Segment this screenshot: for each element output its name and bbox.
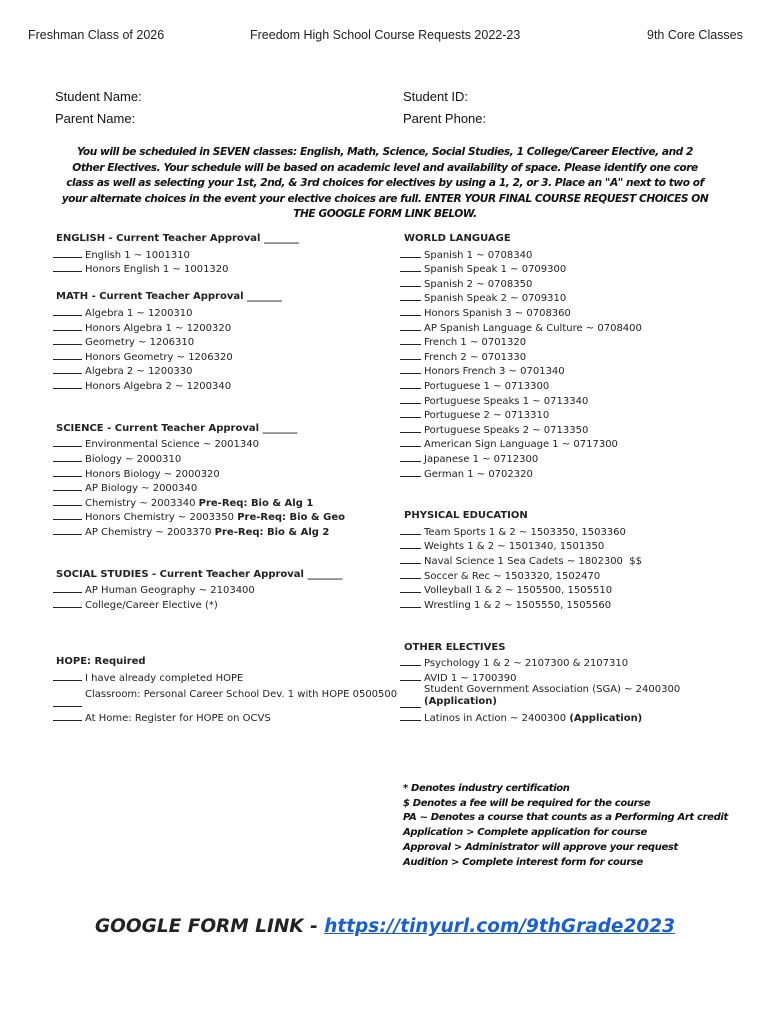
hope-option[interactable]: At Home: Register for HOPE on OCVS [53, 710, 393, 725]
science-option[interactable]: Chemistry ~ 2003340 Pre-Req: Bio & Alg 1 [53, 495, 393, 510]
student-id-label: Student ID: [403, 89, 469, 104]
prereq-note: Pre-Req: Bio & Alg 2 [214, 526, 330, 538]
english-option[interactable]: English 1 ~ 1001310 [53, 247, 393, 262]
header-class-of: Freshman Class of 2026 [28, 28, 165, 42]
choice-blank[interactable] [53, 495, 82, 506]
choice-blank[interactable] [53, 305, 82, 316]
language-option[interactable]: French 2 ~ 0701330 [400, 349, 740, 364]
choice-blank[interactable] [53, 597, 82, 608]
choice-blank[interactable] [400, 538, 421, 549]
language-option[interactable]: German 1 ~ 0702320 [400, 466, 740, 481]
pe-option[interactable]: Wrestling 1 & 2 ~ 1505550, 1505560 [400, 597, 740, 612]
choice-blank[interactable] [400, 524, 421, 535]
pe-option[interactable]: Soccer & Rec ~ 1503320, 1502470 [400, 568, 740, 583]
choice-blank[interactable] [53, 378, 82, 389]
math-option[interactable]: Honors Algebra 1 ~ 1200320 [53, 320, 393, 335]
choice-blank[interactable] [400, 407, 421, 418]
header-title: Freedom High School Course Requests 2022-23 [250, 28, 521, 42]
math-option[interactable]: Algebra 2 ~ 1200330 [53, 363, 393, 378]
elective-option[interactable]: Latinos in Action ~ 2400300 (Application) [400, 710, 740, 725]
math-option[interactable]: Geometry ~ 1206310 [53, 334, 393, 349]
choice-blank[interactable] [53, 320, 82, 331]
social-option[interactable]: College/Career Elective (*) [53, 597, 393, 612]
choice-blank[interactable] [400, 393, 421, 404]
parent-phone-label: Parent Phone: [403, 111, 487, 126]
choice-blank[interactable] [400, 422, 421, 433]
legend-item: * Denotes industry certification [403, 783, 570, 794]
choice-blank[interactable] [400, 363, 421, 374]
pe-option[interactable]: Team Sports 1 & 2 ~ 1503350, 1503360 [400, 524, 740, 539]
math-option[interactable]: Honors Algebra 2 ~ 1200340 [53, 378, 393, 393]
language-option[interactable]: American Sign Language 1 ~ 0717300 [400, 436, 740, 451]
choice-blank[interactable] [400, 349, 421, 360]
legend-item: Approval > Administrator will approve your request [403, 841, 678, 853]
legend-item: Audition > Complete interest form for course [403, 856, 643, 868]
language-option[interactable]: Spanish Speak 2 ~ 0709310 [400, 290, 740, 305]
choice-blank[interactable] [53, 696, 82, 707]
choice-blank[interactable] [400, 710, 421, 721]
other-electives-heading: OTHER ELECTIVES [404, 641, 506, 653]
language-option[interactable]: AP Spanish Language & Culture ~ 0708400 [400, 320, 740, 335]
parent-name-label: Parent Name: [55, 111, 136, 126]
world-language-heading: WORLD LANGUAGE [404, 233, 511, 244]
choice-blank[interactable] [400, 697, 421, 708]
prereq-note: Pre-Req: Bio & Alg 1 [198, 497, 314, 509]
hope-option[interactable]: Classroom: Personal Career School Dev. 1 with HOPE 0500500 [53, 684, 393, 710]
choice-blank[interactable] [53, 247, 82, 258]
legend-item: Application > Complete application for course [403, 827, 647, 839]
language-option[interactable]: Portuguese Speaks 2 ~ 0713350 [400, 422, 740, 437]
right-column [400, 232, 740, 725]
physical-education-heading: PHYSICAL EDUCATION [404, 510, 528, 522]
elective-option[interactable]: AVID 1 ~ 1700390 [400, 670, 740, 685]
science-option[interactable]: Biology ~ 2000310 [53, 451, 393, 466]
choice-blank[interactable] [53, 509, 82, 520]
language-option[interactable]: French 1 ~ 0701320 [400, 334, 740, 349]
choice-blank[interactable] [400, 451, 421, 462]
math-option[interactable]: Honors Geometry ~ 1206320 [53, 349, 393, 364]
math-option[interactable]: Algebra 1 ~ 1200310 [53, 305, 393, 320]
choice-blank[interactable] [53, 261, 82, 272]
science-option[interactable]: AP Chemistry ~ 2003370 Pre-Req: Bio & Alg 2 [53, 524, 393, 539]
science-heading: SCIENCE - Current Teacher Approval _______ [56, 422, 298, 434]
choice-blank[interactable] [400, 582, 421, 593]
science-option[interactable]: Honors Biology ~ 2000320 [53, 466, 393, 481]
choice-blank[interactable] [400, 655, 421, 666]
instructions-paragraph: You will be scheduled in SEVEN classes: English, Math, Science, Social Studies, 1 College/Career Elective, and 2 Other Electives. Your schedule will be based on academic level and availability of space. Please identify one core class as well as selecting your 1st, 2nd, & 3rd choices for electives by using a 1, 2, or 3. Place an "A" next to two of your alternate choices in the event your elective choices are full. ENTER YOUR FINAL COURSE REQUEST CHOICES ON THE GOOGLE FORM LINK BELOW. [61, 146, 709, 221]
choice-blank[interactable] [400, 436, 421, 447]
choice-blank[interactable] [400, 276, 421, 287]
elective-option[interactable]: Student Government Association (SGA) ~ 2400300 (Application) [400, 684, 740, 710]
language-option[interactable]: Honors Spanish 3 ~ 0708360 [400, 305, 740, 320]
legend-item: $ Denotes a fee will be required for the course [403, 797, 651, 809]
choice-blank[interactable] [53, 349, 82, 360]
pe-option[interactable]: Volleyball 1 & 2 ~ 1505500, 1505510 [400, 582, 740, 597]
google-form-label: GOOGLE FORM LINK - [95, 916, 325, 937]
language-option[interactable]: Portuguese Speaks 1 ~ 0713340 [400, 393, 740, 408]
science-option[interactable]: Honors Chemistry ~ 2003350 Pre-Req: Bio & Geo [53, 509, 393, 524]
choice-blank[interactable] [53, 582, 82, 593]
header-core-classes: 9th Core Classes [647, 28, 743, 42]
choice-blank[interactable] [400, 320, 421, 331]
choice-blank[interactable] [53, 710, 82, 721]
choice-blank[interactable] [53, 466, 82, 477]
student-name-label: Student Name: [55, 89, 142, 104]
language-option[interactable]: Portuguese 2 ~ 0713310 [400, 407, 740, 422]
application-note: (Application) [424, 696, 497, 708]
elective-option[interactable]: Psychology 1 & 2 ~ 2107300 & 2107310 [400, 655, 740, 670]
choice-blank[interactable] [400, 553, 421, 564]
choice-blank[interactable] [53, 524, 82, 535]
choice-blank[interactable] [400, 247, 421, 258]
choice-blank[interactable] [400, 466, 421, 477]
hope-heading: HOPE: Required [56, 656, 146, 668]
language-option[interactable]: Spanish 2 ~ 0708350 [400, 276, 740, 291]
application-note: (Application) [569, 713, 643, 725]
language-option[interactable]: Honors French 3 ~ 0701340 [400, 363, 740, 378]
choice-blank[interactable] [53, 670, 82, 681]
choice-blank[interactable] [53, 334, 82, 345]
choice-blank[interactable] [53, 363, 82, 374]
social-option[interactable]: AP Human Geography ~ 2103400 [53, 582, 393, 597]
prereq-note: Pre-Req: Bio & Geo [237, 512, 345, 524]
google-form-line [0, 916, 770, 937]
google-form-link[interactable]: https://tinyurl.com/9thGrade2023 [324, 916, 675, 937]
pe-option[interactable]: Weights 1 & 2 ~ 1501340, 1501350 [400, 538, 740, 553]
language-option[interactable]: Spanish 1 ~ 0708340 [400, 247, 740, 262]
math-heading: MATH - Current Teacher Approval _______ [56, 291, 283, 303]
choice-blank[interactable] [400, 670, 421, 681]
legend-item: PA ~ Denotes a course that counts as a Performing Art credit [403, 812, 728, 824]
pe-option[interactable]: Naval Science 1 Sea Cadets ~ 1802300 $$ [400, 553, 740, 568]
choice-blank[interactable] [400, 597, 421, 608]
english-option[interactable]: Honors English 1 ~ 1001320 [53, 261, 393, 276]
english-heading: ENGLISH - Current Teacher Approval _______ [56, 233, 299, 244]
science-option[interactable]: Environmental Science ~ 2001340 [53, 436, 393, 451]
choice-blank[interactable] [400, 261, 421, 272]
choice-blank[interactable] [53, 436, 82, 447]
choice-blank[interactable] [400, 568, 421, 579]
language-option[interactable]: Japanese 1 ~ 0712300 [400, 451, 740, 466]
choice-blank[interactable] [400, 290, 421, 301]
social-studies-heading: SOCIAL STUDIES - Current Teacher Approval _______ [56, 568, 343, 580]
choice-blank[interactable] [400, 378, 421, 389]
choice-blank[interactable] [53, 480, 82, 491]
choice-blank[interactable] [53, 451, 82, 462]
science-option[interactable]: AP Biology ~ 2000340 [53, 480, 393, 495]
language-option[interactable]: Portuguese 1 ~ 0713300 [400, 378, 740, 393]
choice-blank[interactable] [400, 334, 421, 345]
hope-option[interactable]: I have already completed HOPE [53, 670, 393, 685]
choice-blank[interactable] [400, 305, 421, 316]
language-option[interactable]: Spanish Speak 1 ~ 0709300 [400, 261, 740, 276]
legend [403, 782, 728, 870]
left-column [53, 232, 398, 725]
